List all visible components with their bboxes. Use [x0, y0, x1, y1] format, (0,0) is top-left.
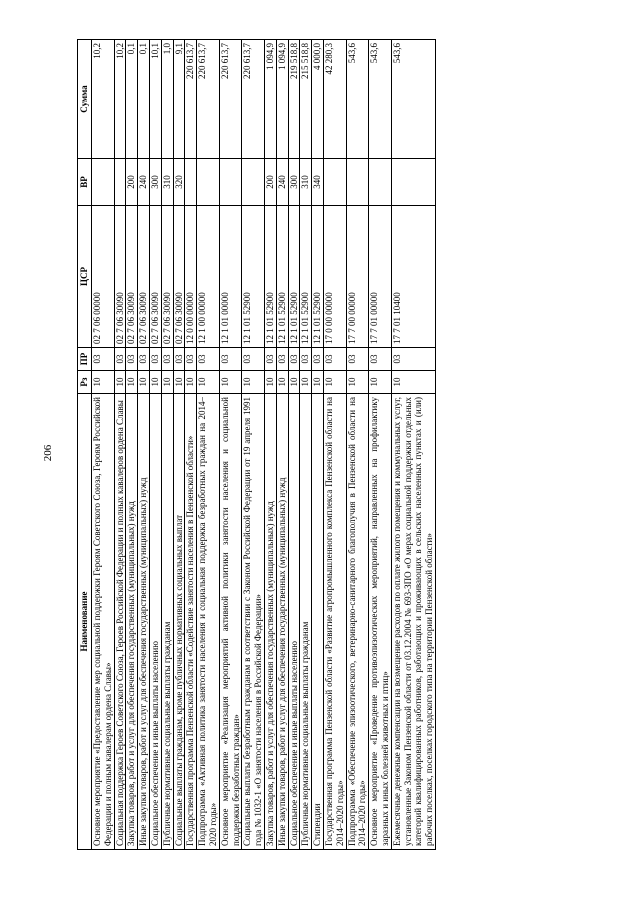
- row-pr: 03: [219, 348, 242, 371]
- row-pr: 03: [242, 348, 265, 371]
- table-row: [161, 40, 173, 850]
- row-name: Социальное обеспечение и иные выплаты населению: [149, 394, 161, 850]
- row-vr: 310: [300, 159, 312, 206]
- row-name: Подпрограмма «Активная политика занятости населения и социальная поддержка безработных граждан на 2014–2020 годы»: [197, 394, 220, 850]
- row-csr: 02 7 06 30090: [149, 206, 161, 348]
- row-sum: 215 518,8: [300, 40, 312, 159]
- row-name: Государственная программа Пензенской области «Содействие занятости населения в Пензенской области»: [185, 394, 197, 850]
- row-csr: 12 1 01 52900: [288, 206, 300, 348]
- row-vr: 240: [276, 159, 288, 206]
- row-pr: 03: [276, 348, 288, 371]
- row-vr: 300: [149, 159, 161, 206]
- table-row: [114, 40, 126, 850]
- row-vr: [197, 159, 220, 206]
- row-name: Публичные нормативные социальные выплаты гражданам: [300, 394, 312, 850]
- header-csr: ЦСР: [78, 206, 92, 348]
- row-sum: 220 613,7: [197, 40, 220, 159]
- row-pr: 03: [312, 348, 324, 371]
- row-rz: 10: [300, 371, 312, 394]
- row-rz: 10: [197, 371, 220, 394]
- row-vr: 200: [126, 159, 138, 206]
- row-csr: 12 0 00 00000: [185, 206, 197, 348]
- row-pr: 03: [369, 348, 392, 371]
- row-name: Социальные выплаты гражданам, кроме публичных нормативных социальных выплат: [173, 394, 185, 850]
- row-pr: 03: [264, 348, 276, 371]
- row-sum: 1,0: [161, 40, 173, 159]
- row-vr: [114, 159, 126, 206]
- row-sum: 10,2: [114, 40, 126, 159]
- row-name: Социальное обеспечение и иные выплаты населению: [288, 394, 300, 850]
- row-vr: 340: [312, 159, 324, 206]
- row-csr: 12 1 01 52900: [276, 206, 288, 348]
- row-vr: [369, 159, 392, 206]
- table-row: [346, 40, 369, 850]
- row-sum: 1 094,9: [276, 40, 288, 159]
- row-sum: 42 280,3: [323, 40, 346, 159]
- page-number: 206: [42, 444, 54, 462]
- row-rz: 10: [288, 371, 300, 394]
- header-sum: Сумма: [78, 40, 92, 159]
- header-rz: Рз: [78, 371, 92, 394]
- row-rz: 10: [185, 371, 197, 394]
- row-sum: 0,1: [126, 40, 138, 159]
- row-pr: 03: [114, 348, 126, 371]
- row-vr: 300: [288, 159, 300, 206]
- row-rz: 10: [219, 371, 242, 394]
- row-vr: [185, 159, 197, 206]
- row-sum: 10,2: [92, 40, 115, 159]
- row-vr: [346, 159, 369, 206]
- row-csr: 02 7 06 30090: [114, 206, 126, 348]
- row-name: Ежемесячные денежные компенсации на возмещение расходов по оплате жилого помещения и коммунальных услуг, установленные Законом Пензенской области от 03.12.2004 № 693-ЗПО «О мерах социальной поддержки отдельных категорий квалифицированных работников, работающих и проживающих в сельских населенных пунктах и (или) рабочих поселках, поселках городского типа на территории Пензенской области»: [391, 394, 435, 850]
- table-row: [391, 40, 435, 850]
- row-csr: 17 7 01 00000: [369, 206, 392, 348]
- row-csr: 02 7 06 30090: [138, 206, 150, 348]
- row-rz: 10: [138, 371, 150, 394]
- row-rz: 10: [323, 371, 346, 394]
- rotated-table-sheet: [77, 40, 563, 850]
- row-csr: 12 1 01 52900: [242, 206, 265, 348]
- table-row: [138, 40, 150, 850]
- row-sum: 1 094,9: [264, 40, 276, 159]
- row-rz: 10: [312, 371, 324, 394]
- row-name: Государственная программа Пензенской области «Развитие агропромышленного комплекса Пензенской области на 2014–2020 годы»: [323, 394, 346, 850]
- row-pr: 03: [197, 348, 220, 371]
- row-csr: 02 7 06 30090: [161, 206, 173, 348]
- row-sum: 220 613,7: [219, 40, 242, 159]
- row-name: Иные закупки товаров, работ и услуг для обеспечения государственных (муниципальных) нужд: [138, 394, 150, 850]
- row-rz: 10: [126, 371, 138, 394]
- row-name: Закупка товаров, работ и услуг для обеспечения государственных (муниципальных) нужд: [264, 394, 276, 850]
- row-vr: 320: [173, 159, 185, 206]
- row-name: Основное мероприятие «Предоставление мер социальной поддержки Героям Советского Союза, Героям Российской Федерации и полным кавалерам ордена Славы»: [92, 394, 115, 850]
- row-vr: [92, 159, 115, 206]
- row-sum: 220 613,7: [242, 40, 265, 159]
- row-vr: [242, 159, 265, 206]
- row-sum: 220 613,7: [185, 40, 197, 159]
- row-sum: 4 000,0: [312, 40, 324, 159]
- row-name: Основное мероприятие «Проведение противоэпизоотических мероприятий, направленных на профилактику заразных и иных болезней животных и птиц»: [369, 394, 392, 850]
- row-rz: 10: [114, 371, 126, 394]
- row-sum: 543,6: [369, 40, 392, 159]
- row-sum: 9,1: [173, 40, 185, 159]
- header-name: Наименование: [78, 394, 92, 850]
- row-rz: 10: [264, 371, 276, 394]
- row-rz: 10: [92, 371, 115, 394]
- budget-table: [77, 39, 436, 850]
- row-rz: 10: [173, 371, 185, 394]
- row-pr: 03: [288, 348, 300, 371]
- row-rz: 10: [391, 371, 435, 394]
- row-vr: 240: [138, 159, 150, 206]
- row-name: Подпрограмма «Обеспечение эпизоотического, ветеринарно-санитарного благополучия в Пензенской области на 2014–2020 годы»: [346, 394, 369, 850]
- header-row: [78, 40, 92, 850]
- table-row: [173, 40, 185, 850]
- row-pr: 03: [149, 348, 161, 371]
- row-csr: 17 0 00 00000: [323, 206, 346, 348]
- row-csr: 17 7 01 10400: [391, 206, 435, 348]
- table-row: [185, 40, 197, 850]
- row-csr: 12 1 01 52900: [264, 206, 276, 348]
- row-sum: 543,6: [346, 40, 369, 159]
- table-row: [92, 40, 115, 850]
- row-pr: 03: [126, 348, 138, 371]
- table-row: [264, 40, 276, 850]
- table-row: [312, 40, 324, 850]
- header-vr: ВР: [78, 159, 92, 206]
- table-row: [197, 40, 220, 850]
- row-sum: 10,1: [149, 40, 161, 159]
- table-header: [78, 40, 92, 850]
- row-pr: 03: [161, 348, 173, 371]
- row-name: Основное мероприятие «Реализация мероприятий активной политики занятости населения и социальной поддержки безработных граждан»: [219, 394, 242, 850]
- row-csr: 12 1 00 00000: [197, 206, 220, 348]
- table-row: [149, 40, 161, 850]
- row-pr: 03: [92, 348, 115, 371]
- row-sum: 219 518,8: [288, 40, 300, 159]
- row-csr: 12 1 01 52900: [312, 206, 324, 348]
- row-name: Социальные выплаты безработным гражданам в соответствии с Законом Российской Федерации от 19 апреля 1991 года № 1032-1 «О занятости населения в Российской Федерации»: [242, 394, 265, 850]
- row-name: Стипендии: [312, 394, 324, 850]
- row-rz: 10: [242, 371, 265, 394]
- row-rz: 10: [346, 371, 369, 394]
- row-csr: 12 1 01 52900: [300, 206, 312, 348]
- row-pr: 03: [300, 348, 312, 371]
- row-rz: 10: [276, 371, 288, 394]
- row-vr: [391, 159, 435, 206]
- row-csr: 02 7 06 30090: [173, 206, 185, 348]
- row-pr: 03: [346, 348, 369, 371]
- row-pr: 03: [391, 348, 435, 371]
- row-name: Публичные нормативные социальные выплаты гражданам: [161, 394, 173, 850]
- table-row: [126, 40, 138, 850]
- row-rz: 10: [161, 371, 173, 394]
- row-sum: 543,6: [391, 40, 435, 159]
- row-name: Иные закупки товаров, работ и услуг для обеспечения государственных (муниципальных) нужд: [276, 394, 288, 850]
- row-vr: 200: [264, 159, 276, 206]
- table-row: [369, 40, 392, 850]
- row-name: Социальная поддержка Героев Советского Союза, Героев Российской Федерации и полных кавалеров ордена Славы: [114, 394, 126, 850]
- row-rz: 10: [369, 371, 392, 394]
- table-row: [300, 40, 312, 850]
- row-vr: [219, 159, 242, 206]
- row-csr: 02 7 06 30090: [126, 206, 138, 348]
- row-pr: 03: [323, 348, 346, 371]
- header-pr: ПР: [78, 348, 92, 371]
- row-rz: 10: [149, 371, 161, 394]
- table-row: [323, 40, 346, 850]
- row-csr: 02 7 06 00000: [92, 206, 115, 348]
- table-row: [288, 40, 300, 850]
- row-pr: 03: [173, 348, 185, 371]
- table-body: [92, 40, 436, 850]
- table-row: [276, 40, 288, 850]
- row-pr: 03: [185, 348, 197, 371]
- row-sum: 0,1: [138, 40, 150, 159]
- row-pr: 03: [138, 348, 150, 371]
- row-name: Закупка товаров, работ и услуг для обеспечения государственных (муниципальных) нужд: [126, 394, 138, 850]
- table-row: [219, 40, 242, 850]
- row-vr: 310: [161, 159, 173, 206]
- row-csr: 17 7 00 00000: [346, 206, 369, 348]
- row-csr: 12 1 01 00000: [219, 206, 242, 348]
- table-row: [242, 40, 265, 850]
- row-vr: [323, 159, 346, 206]
